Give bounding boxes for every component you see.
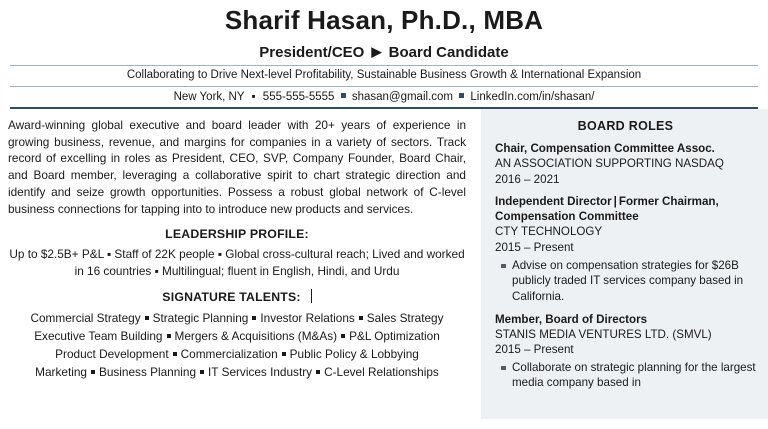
board-role-organization: CTY TECHNOLOGY (495, 225, 603, 239)
board-role-organization: AN ASSOCIATION SUPPORTING NASDAQ (495, 156, 724, 170)
leadership-profile-heading: LEADERSHIP PROFILE: (165, 227, 309, 242)
resume-body (0, 109, 768, 419)
board-roles-panel (478, 109, 768, 419)
board-role-dates: 2015 – Present (495, 240, 574, 254)
talents-line (8, 363, 466, 381)
list-item: Advise on compensation strategies for $26B publicly traded IT services company based in California. (512, 258, 756, 305)
talent-item: Product Development (55, 347, 169, 362)
contact-phone[interactable]: 555-555-5555 (262, 90, 335, 103)
talent-item: Marketing (35, 365, 87, 380)
square-bullet-icon (173, 352, 177, 356)
leadership-profile-text: Up to $2.5B+ P&L ▪ Staff of 22K people ▪ Global cross-cultural reach; Lived and worked in 16 countries ▪ Multilingual; fluent in English, Hindi, and Urdu (9, 247, 465, 279)
resume-header (0, 0, 768, 109)
board-role-entry (495, 141, 756, 187)
signature-talents-list (8, 309, 466, 382)
tagline: Collaborating to Drive Next-level Profitability, Sustainable Business Growth & International Expansion (10, 65, 758, 87)
contact-separator: ▪ (251, 90, 256, 103)
left-column (0, 109, 478, 419)
talent-item: Strategic Planning (152, 310, 249, 325)
board-roles-heading: BOARD ROLES (577, 118, 674, 133)
triangle-right-icon: ▶ (371, 43, 382, 59)
board-role-entry (495, 194, 756, 304)
board-role-entry (495, 312, 756, 392)
board-role-title: Chair, Compensation Committee Assoc. (495, 141, 715, 155)
talent-item: Investor Relations (260, 310, 355, 325)
square-bullet-icon (316, 370, 320, 374)
signature-talents-label: SIGNATURE TALENTS: (162, 289, 301, 304)
page-title: Sharif Hasan, Ph.D., MBA (224, 5, 544, 35)
square-bullet-icon (145, 316, 149, 320)
talent-item: Commercialization (180, 347, 278, 362)
contact-linkedin[interactable]: LinkedIn.com/in/shasan/ (470, 90, 595, 103)
contact-line (10, 87, 758, 109)
square-bullet-icon (459, 93, 464, 98)
talent-item: Mergers & Acquisitions (M&As) (174, 328, 338, 343)
board-role-dates: 2015 – Present (495, 343, 574, 357)
board-role-title: Member, Board of Directors (495, 312, 648, 326)
square-bullet-icon (91, 370, 95, 374)
contact-location: New York, NY (173, 90, 245, 103)
headline (10, 44, 758, 61)
talent-item: Commercial Strategy (30, 310, 141, 325)
headline-role: President/CEO (259, 43, 365, 61)
talents-line (8, 345, 466, 363)
talent-item: P&L Optimization (349, 328, 440, 343)
board-role-title (495, 194, 756, 224)
list-item: Collaborate on strategic planning for the largest media company based in (512, 360, 756, 390)
board-role-title-line2: Compensation Committee (495, 210, 639, 224)
talent-item: Public Policy & Lobbying (289, 347, 419, 362)
pipe-separator-icon: | (613, 195, 617, 209)
board-role-organization: STANIS MEDIA VENTURES LTD. (SMVL) (495, 327, 712, 341)
board-role-dates: 2016 – 2021 (495, 172, 560, 186)
headline-candidacy: Board Candidate (388, 43, 509, 61)
talent-item: C-Level Relationships (324, 365, 439, 380)
signature-talents-heading (8, 289, 466, 304)
board-role-bullets (495, 258, 756, 305)
contact-email[interactable]: shasan@gmail.com (351, 90, 453, 103)
square-bullet-icon (167, 334, 171, 338)
talent-item: IT Services Industry (208, 365, 313, 380)
square-bullet-icon (282, 352, 286, 356)
talent-item: Business Planning (98, 365, 197, 380)
square-bullet-icon (200, 370, 204, 374)
square-bullet-icon (252, 316, 256, 320)
talents-line (8, 327, 466, 345)
board-role-bullets (495, 360, 756, 391)
talent-item: Executive Team Building (34, 328, 163, 343)
talents-line (8, 309, 466, 327)
text-cursor-icon (311, 289, 312, 303)
square-bullet-icon (341, 93, 346, 98)
square-bullet-icon (359, 316, 363, 320)
square-bullet-icon (341, 334, 345, 338)
board-role-title-part: Former Chairman, (618, 195, 719, 209)
professional-summary: Award-winning global executive and board leader with 20+ years of experience in growing business, revenue, and margins for companies in a variety of sectors. Track record of excelling in roles as President, CEO, SVP, Company Founder, Board Chair, and Board member, leveraging a collaborative spirit to chart strategic direction and identify and seize growth opportunities. Possess a robust global network of C-level business connections for tapping into to introduce new products and services. (8, 117, 466, 216)
board-role-title-part: Independent Director (495, 195, 612, 209)
talent-item: Sales Strategy (366, 310, 444, 325)
